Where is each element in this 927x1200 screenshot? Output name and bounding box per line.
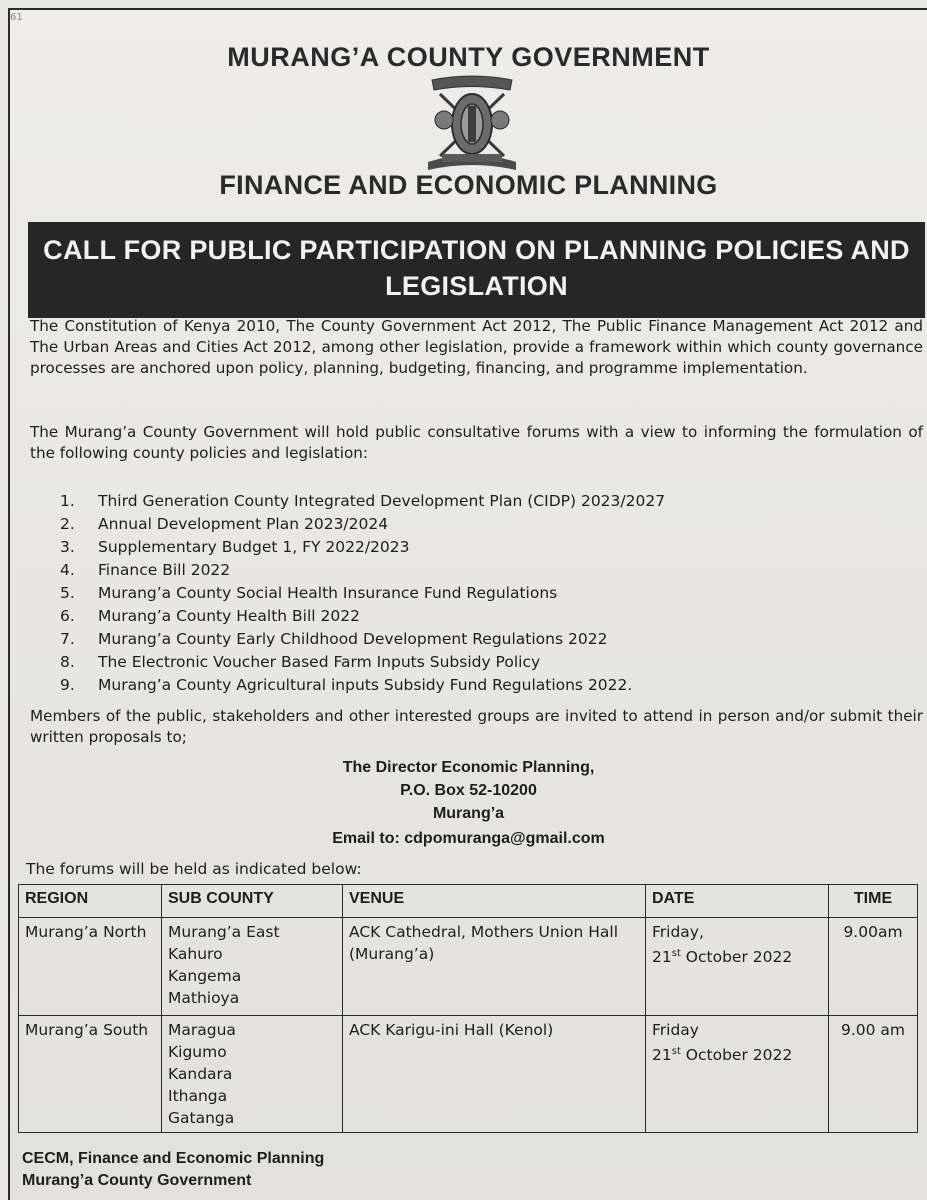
table-header-row [19, 885, 918, 918]
signatory-title: CECM, Finance and Economic Planning [22, 1150, 325, 1167]
venue-cell: ACK Cathedral, Mothers Union Hall (Murang’a) [343, 918, 646, 1016]
postal-address [10, 756, 927, 825]
banner-line-1: CALL FOR PUBLIC PARTICIPATION ON PLANNING POLICIES AND [43, 235, 910, 265]
signature-block [22, 1148, 324, 1192]
list-item: 1. Third Generation County Integrated Development Plan (CIDP) 2023/2027 [60, 492, 666, 510]
list-item: 9. Murang’a County Agricultural inputs Subsidy Fund Regulations 2022. [60, 676, 633, 694]
notice-banner [28, 222, 925, 318]
date-cell: Friday 21st October 2022 [646, 1016, 829, 1133]
date-cell: Friday, 21st October 2022 [646, 918, 829, 1016]
county-title: MURANG’A COUNTY GOVERNMENT [227, 42, 710, 72]
address-line: The Director Economic Planning, [342, 759, 595, 776]
list-item: 8. The Electronic Voucher Based Farm Inputs Subsidy Policy [60, 653, 541, 671]
county-coat-of-arms-icon [422, 70, 522, 176]
banner-line-2: LEGISLATION [385, 271, 568, 301]
region-cell: Murang’a South [19, 1016, 162, 1133]
list-item: 3. Supplementary Budget 1, FY 2022/2023 [60, 538, 410, 556]
list-item: 5. Murang’a County Social Health Insurance Fund Regulations [60, 584, 558, 602]
intro-paragraph: The Constitution of Kenya 2010, The County Government Act 2012, The Public Finance Management Act 2012 and The Urban Areas and Cities Act 2012, among other legislation, provide a framework within which county governance processes are anchored upon policy, planning, budgeting, financing, and programme implementation. [30, 317, 923, 377]
venue-cell: ACK Karigu-ini Hall (Kenol) [343, 1016, 646, 1133]
list-item: 2. Annual Development Plan 2023/2024 [60, 515, 389, 533]
list-item: 4. Finance Bill 2022 [60, 561, 231, 579]
address-line: P.O. Box 52-10200 [400, 782, 537, 799]
list-item: 7. Murang’a County Early Childhood Development Regulations 2022 [60, 630, 608, 648]
header-sub-county: SUB COUNTY [162, 885, 343, 918]
sub-county-cell: Murang’a East Kahuro Kangema Mathioya [162, 918, 343, 1016]
region-cell: Murang’a North [19, 918, 162, 1016]
address-line: Murang’a [432, 805, 505, 822]
email-line: Email to: cdpomuranga@gmail.com [332, 830, 605, 847]
forums-paragraph: The Murang’a County Government will hold public consultative forums with a view to informing the formulation of the following county policies and legislation: [30, 423, 923, 462]
signatory-organization: Murang’a County Government [22, 1172, 252, 1189]
time-cell: 9.00 am [829, 1016, 918, 1133]
header-date: DATE [646, 885, 829, 918]
list-item: 6. Murang’a County Health Bill 2022 [60, 607, 360, 625]
header-region: REGION [19, 885, 162, 918]
table-row [19, 1016, 918, 1133]
sub-county-cell: Maragua Kigumo Kandara Ithanga Gatanga [162, 1016, 343, 1133]
page-corner-number: 61 [10, 12, 23, 23]
department-title: FINANCE AND ECONOMIC PLANNING [219, 170, 718, 200]
invitation-paragraph: Members of the public, stakeholders and other interested groups are invited to attend in person and/or submit their written proposals to; [30, 707, 923, 746]
policy-list [60, 490, 665, 697]
table-row [19, 918, 918, 1016]
newspaper-notice [8, 8, 927, 1200]
forum-schedule-table [18, 884, 918, 1133]
time-cell: 9.00am [829, 918, 918, 1016]
header-time: TIME [829, 885, 918, 918]
forums-intro: The forums will be held as indicated below: [26, 860, 362, 878]
header-venue: VENUE [343, 885, 646, 918]
